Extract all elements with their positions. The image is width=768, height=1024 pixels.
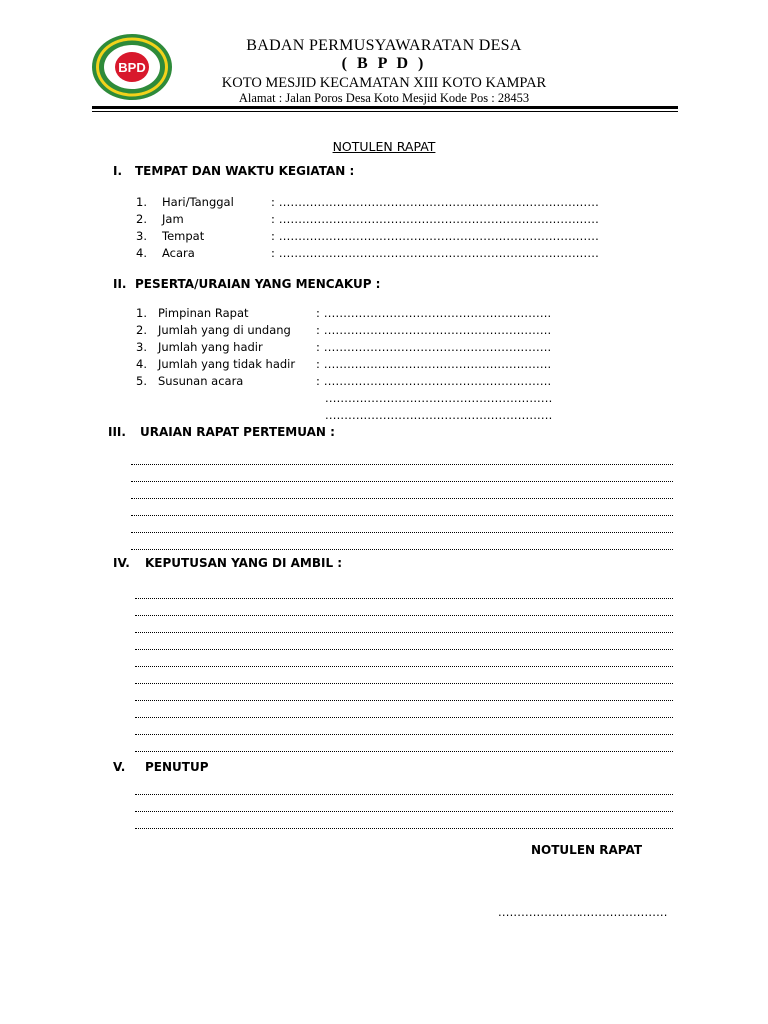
writing-line[interactable]	[135, 615, 673, 616]
list-item-label: Jumlah yang di undang	[158, 323, 291, 337]
bpd-logo-text: BPD	[118, 60, 146, 75]
section-4-title: KEPUTUSAN YANG DI AMBIL :	[145, 556, 343, 570]
section-5-number: V.	[113, 760, 126, 774]
fill-line[interactable]: : ...........................................................	[316, 357, 552, 371]
fill-line[interactable]: : ...........................................................	[316, 340, 552, 354]
signature-label: NOTULEN RAPAT	[531, 843, 642, 857]
org-name: BADAN PERMUSYAWARATAN DESA	[246, 37, 522, 54]
section-2-number: II.	[113, 277, 127, 291]
list-item-number: 3.	[136, 340, 147, 354]
fill-line[interactable]: : ...................................................................................	[271, 246, 599, 260]
list-item-number: 3.	[136, 229, 147, 243]
list-item-number: 4.	[136, 357, 147, 371]
fill-line-continuation[interactable]: ...........................................................	[325, 391, 553, 405]
fill-line[interactable]: : ...........................................................	[316, 374, 552, 388]
list-item-number: 5.	[136, 374, 147, 388]
writing-line[interactable]	[135, 700, 673, 701]
list-item-label: Jumlah yang hadir	[158, 340, 263, 354]
writing-line[interactable]	[135, 683, 673, 684]
letterhead-rule-thin	[92, 111, 678, 112]
list-item-number: 4.	[136, 246, 147, 260]
section-2-title: PESERTA/URAIAN YANG MENCAKUP :	[135, 277, 381, 291]
writing-line[interactable]	[135, 717, 673, 718]
section-1-title: TEMPAT DAN WAKTU KEGIATAN :	[135, 164, 355, 178]
fill-line[interactable]: : ...................................................................................	[271, 195, 599, 209]
section-3-number: III.	[108, 425, 126, 439]
writing-line[interactable]	[135, 649, 673, 650]
writing-line[interactable]	[131, 532, 673, 533]
list-item-label: Jumlah yang tidak hadir	[158, 357, 296, 371]
list-item-number: 2.	[136, 212, 147, 226]
list-item-label: Acara	[162, 246, 195, 260]
org-location: KOTO MESJID KECAMATAN XIII KOTO KAMPAR	[221, 75, 547, 91]
list-item-number: 1.	[136, 306, 147, 320]
list-item-label: Tempat	[162, 229, 205, 243]
list-item-number: 2.	[136, 323, 147, 337]
writing-line[interactable]	[135, 828, 673, 829]
writing-line[interactable]	[131, 515, 673, 516]
fill-line[interactable]: : ...................................................................................	[271, 229, 599, 243]
writing-line[interactable]	[135, 734, 673, 735]
signature-line[interactable]: ............................................	[498, 905, 668, 919]
fill-line[interactable]: : ...........................................................	[316, 306, 552, 320]
writing-line[interactable]	[131, 498, 673, 499]
writing-line[interactable]	[135, 794, 673, 795]
section-1-number: I.	[113, 164, 123, 178]
writing-line[interactable]	[135, 632, 673, 633]
list-item-label: Susunan acara	[158, 374, 244, 388]
writing-line[interactable]	[135, 666, 673, 667]
fill-line[interactable]: : ...................................................................................	[271, 212, 599, 226]
writing-line[interactable]	[131, 549, 673, 550]
list-item-number: 1.	[136, 195, 147, 209]
letterhead-rule-thick	[92, 106, 678, 109]
org-address: Alamat : Jalan Poros Desa Koto Mesjid Kode Pos : 28453	[238, 91, 530, 105]
writing-line[interactable]	[135, 751, 673, 752]
writing-line[interactable]	[131, 464, 673, 465]
writing-line[interactable]	[135, 811, 673, 812]
section-5-title: PENUTUP	[145, 760, 209, 774]
writing-line[interactable]	[131, 481, 673, 482]
list-item-label: Jam	[162, 212, 184, 226]
fill-line-continuation[interactable]: ...........................................................	[325, 408, 553, 422]
section-4-number: IV.	[113, 556, 130, 570]
fill-line[interactable]: : ...........................................................	[316, 323, 552, 337]
section-3-title: URAIAN RAPAT PERTEMUAN :	[140, 425, 335, 439]
org-abbr: ( B P D )	[341, 55, 427, 72]
document-title: NOTULEN RAPAT	[332, 139, 436, 154]
writing-line[interactable]	[135, 598, 673, 599]
list-item-label: Hari/Tanggal	[162, 195, 234, 209]
list-item-label: Pimpinan Rapat	[158, 306, 249, 320]
